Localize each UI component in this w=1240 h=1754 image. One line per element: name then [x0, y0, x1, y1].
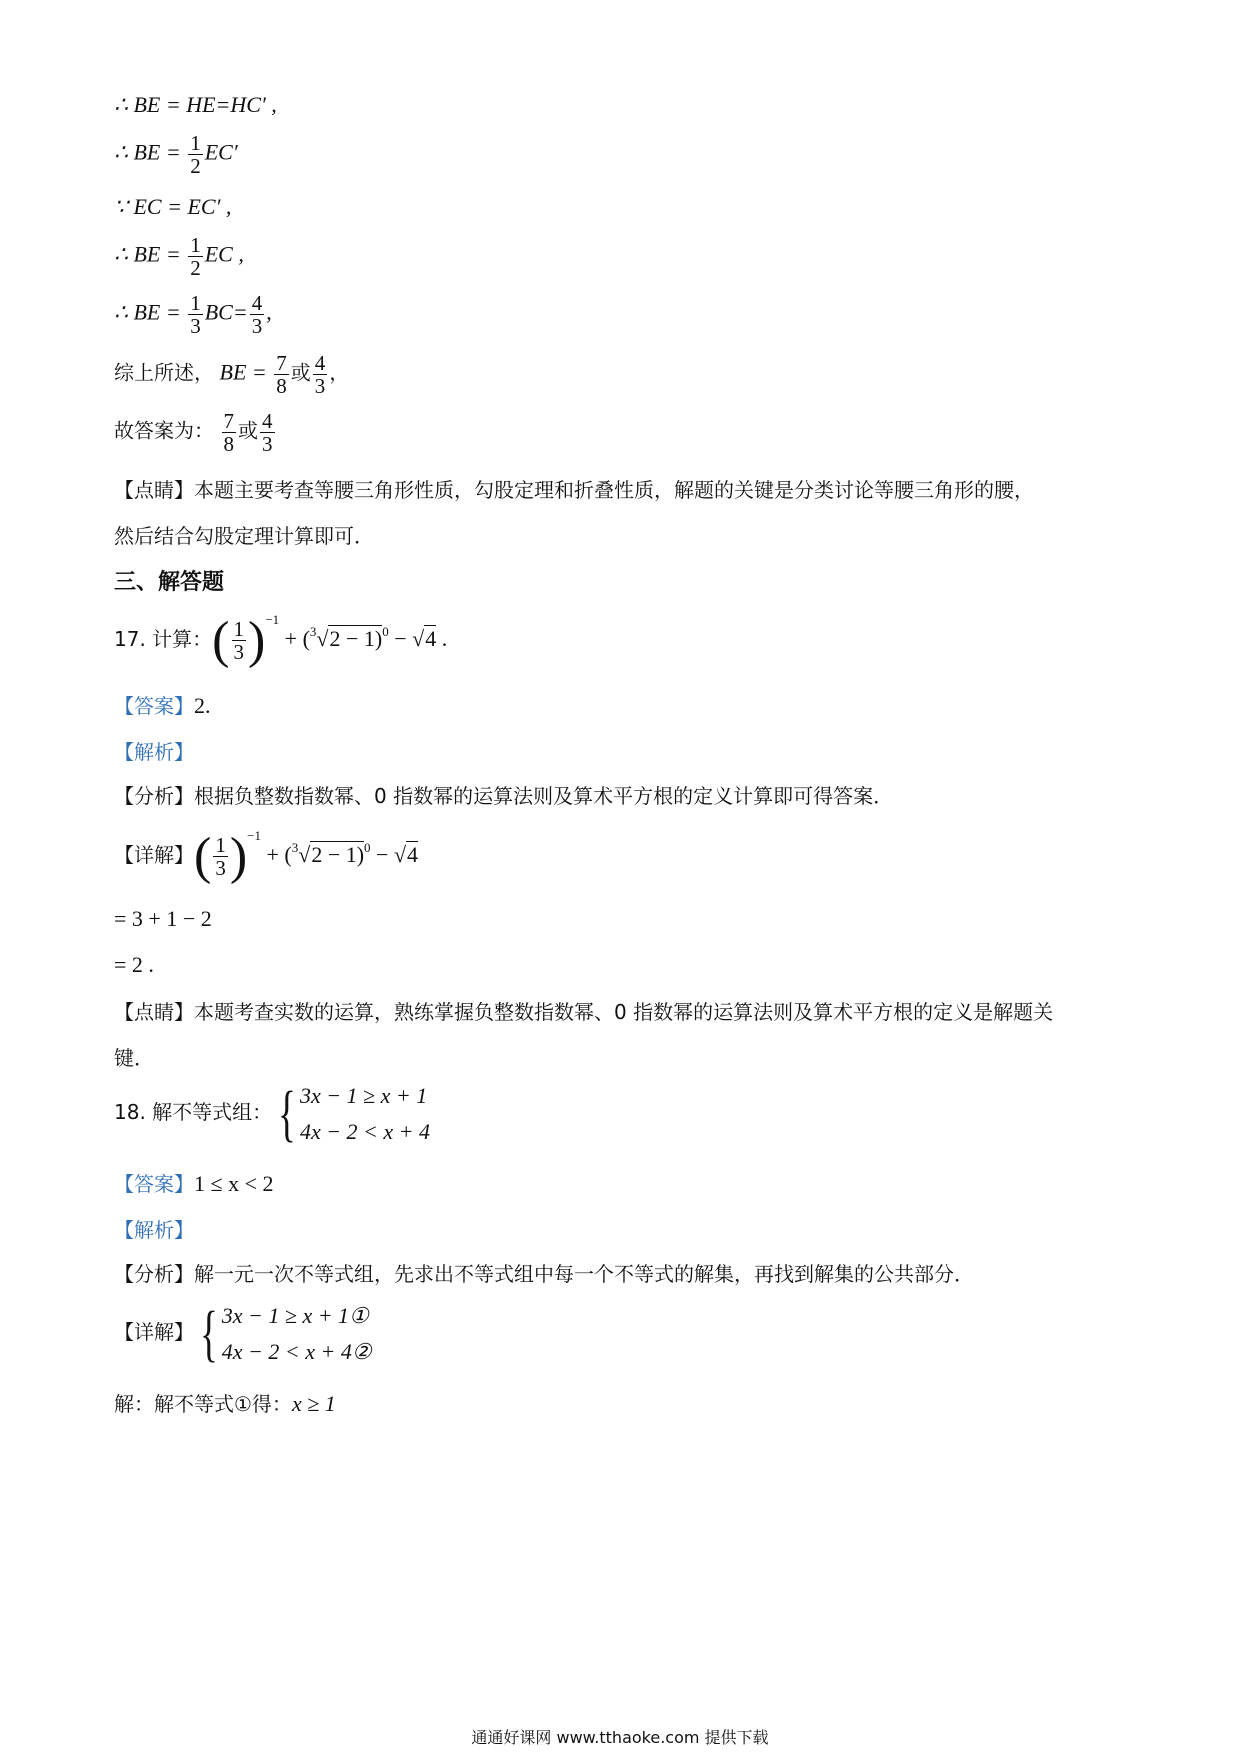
fraction: $\frac{1}{3}$ — [233, 617, 244, 665]
line-answer: 故答案为： $\frac{7}{8}$ 或 $\frac{4}{3}$ — [114, 409, 273, 457]
fraction: $\frac{1}{3}$ — [215, 833, 226, 881]
comment-paragraph-2a: 【点睛】本题考查实数的运算，熟练掌握负整数指数幂、0 指数幂的运算法则及算术平方根的定义是解题关 — [114, 1000, 1054, 1024]
line-summary: 综上所述， BE = $\frac{7}{8}$ 或 $\frac{4}{3}$ ， — [114, 351, 350, 399]
analysis-17: 【分析】根据负整数指数幂、0 指数幂的运算法则及算术平方根的定义计算即可得答案． — [114, 784, 894, 808]
comment-paragraph-2b: 键． — [114, 1046, 154, 1070]
fraction: $\frac{7}{8}$ — [223, 409, 234, 457]
analysis-heading-18: 【解析】 — [114, 1218, 194, 1242]
analysis-18: 【分析】解一元一次不等式组，先求出不等式组中每一个不等式的解集，再找到解集的公共部分． — [114, 1262, 974, 1286]
question-17: 17. 计算：( $\frac{1}{3}$ )$^{-1} + (^3√2 - 1)^0 - √4$ . — [114, 611, 448, 669]
section-heading: 三、解答题 — [114, 570, 225, 595]
fraction: $\frac{4}{3}$ — [314, 351, 326, 399]
fraction: $\frac{1}{3}$ — [190, 291, 201, 339]
comment-paragraph-1b: 然后结合勾股定理计算即可． — [114, 524, 374, 548]
fraction: $\frac{4}{3}$ — [262, 409, 273, 457]
answer-17: 【答案】2. — [114, 693, 211, 718]
comment-paragraph-1a: 【点睛】本题主要考查等腰三角形性质，勾股定理和折叠性质，解题的关键是分类讨论等腰三角形的腰， — [114, 478, 1034, 502]
step-2: = 2 . — [114, 952, 154, 977]
line-be-half-ec-prime: ∴ BE = $\frac{1}{2}$ EC′ — [114, 131, 238, 179]
fraction: $\frac{1}{2}$ — [190, 233, 201, 281]
detail-17: 【详解】( $\frac{1}{3}$ )$^{-1} + (^3√2 - 1)^0 - √4$ — [114, 827, 419, 885]
line-be-third-bc: ∴ BE = $\frac{1}{3}$ BC= $\frac{4}{3}$ , — [114, 291, 272, 339]
fraction: $\frac{4}{3}$ — [251, 291, 263, 339]
solution-step: 解：解不等式①得：x ≥ 1 — [114, 1391, 336, 1416]
fraction: $\frac{7}{8}$ — [276, 351, 287, 399]
step-1: = 3 + 1 − 2 — [114, 906, 212, 931]
line-ec-eq-ec-prime: ∵ EC = EC′ , — [114, 194, 232, 219]
fraction: $\frac{1}{2}$ — [190, 131, 201, 179]
question-18: 18. 解不等式组：{ 3x − 1 ≥ x + 1 4x − 2 < x + 4 — [114, 1080, 431, 1148]
line-be-he-hc: ∴ BE = HE=HC′ , — [114, 92, 277, 117]
footer-watermark: 通通好课网 www.tthaoke.com 提供下载 — [471, 1728, 769, 1747]
detail-18: 【详解】{ 3x − 1 ≥ x + 1① 4x − 2 < x + 4② — [114, 1300, 372, 1368]
answer-18: 【答案】1 ≤ x < 2 — [114, 1171, 274, 1196]
line-be-half-ec: ∴ BE = $\frac{1}{2}$ EC , — [114, 233, 244, 281]
analysis-heading-17: 【解析】 — [114, 740, 194, 764]
